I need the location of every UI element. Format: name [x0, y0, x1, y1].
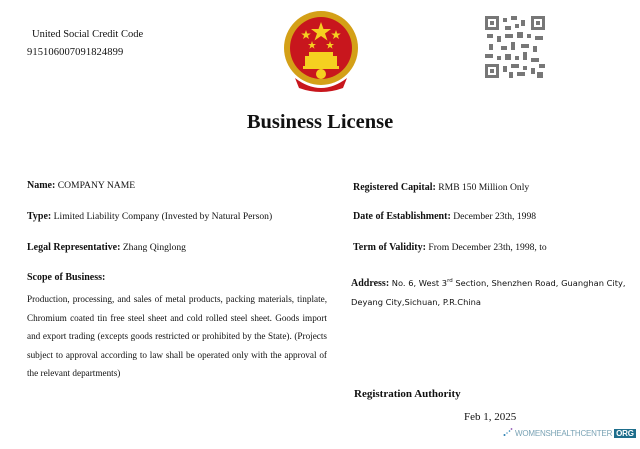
- field-type: [27, 211, 272, 222]
- watermark-dots-icon: [503, 428, 513, 439]
- field-term-of-validity-value: From December 23th, 1998, to: [428, 242, 547, 253]
- national-emblem-icon: [281, 8, 361, 94]
- scope-of-business-label: Scope of Business:: [27, 272, 106, 283]
- field-registered-capital: [353, 182, 529, 193]
- field-term-of-validity-label: Term of Validity:: [353, 242, 426, 253]
- document-title: Business License: [246, 111, 394, 133]
- address-line1-pre: No. 6, West 3: [391, 277, 448, 288]
- field-name: [27, 180, 135, 191]
- field-legal-representative-label: Legal Representative:: [27, 242, 121, 253]
- field-date-of-establishment-value: December 23th, 1998: [453, 211, 537, 222]
- watermark-text: WOMENSHEALTHCENTER: [515, 429, 613, 438]
- address-block: [351, 272, 640, 312]
- address-line1-post: Section, Shenzhen Road, Guanghan City,: [452, 277, 626, 288]
- address-line2: Deyang City,Sichuan, P.R.China: [351, 296, 481, 307]
- credit-code-value: 915106007091824899: [27, 47, 124, 58]
- field-legal-representative-value: Zhang Qinglong: [122, 242, 186, 253]
- field-type-label: Type:: [27, 211, 52, 222]
- watermark-badge: ORG: [616, 429, 634, 438]
- field-date-of-establishment: [353, 211, 536, 222]
- field-date-of-establishment-label: Date of Establishment:: [353, 211, 451, 222]
- field-legal-representative: [27, 242, 186, 253]
- address-label: Address:: [351, 277, 390, 289]
- watermark: [503, 428, 636, 439]
- scope-of-business-text: Production, processing, and sales of metal products, packing materials, tinplate, Chromium coated tin free steel sheet and cold rolled steel sheet. Goods import and export trading (excepts goods restricted or prohibited by the State). (Projects subject to approval according to law shall be operated only with the approval of the relevant departments): [27, 294, 327, 378]
- field-name-label: Name:: [27, 180, 56, 191]
- address-line1-sup: rd: [447, 278, 453, 284]
- field-name-value: COMPANY NAME: [57, 180, 136, 191]
- qr-code-icon: [485, 16, 545, 78]
- registration-date: Feb 1, 2025: [464, 411, 517, 423]
- field-term-of-validity: [353, 242, 547, 253]
- field-registered-capital-label: Registered Capital:: [353, 182, 436, 193]
- field-type-value: Limited Liability Company (Invested by Natural Person): [53, 211, 273, 222]
- field-registered-capital-value: RMB 150 Million Only: [438, 182, 530, 193]
- credit-code-label: United Social Credit Code: [32, 29, 144, 40]
- registration-authority: Registration Authority: [354, 388, 461, 400]
